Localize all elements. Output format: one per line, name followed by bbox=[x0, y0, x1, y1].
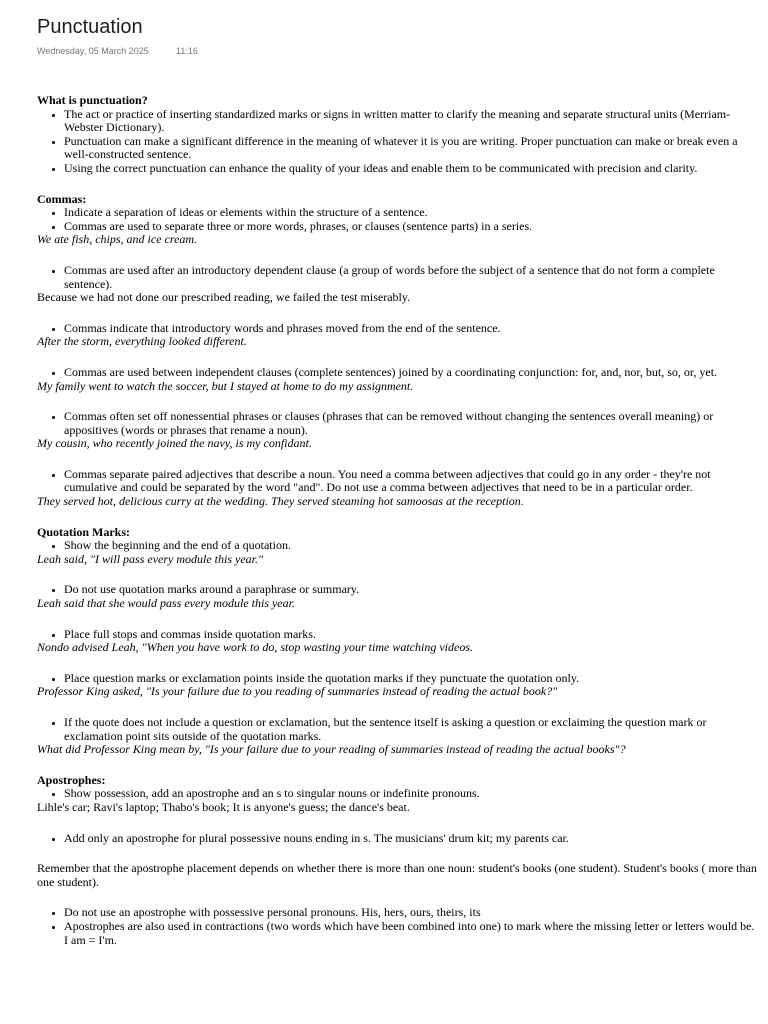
heading-commas: Commas: bbox=[37, 191, 87, 206]
list-item: • If the quote does not include a question or exclamation, but the sentence itself is asking a question or exclaiming the question mark or exclamation point sits outside of the quotation marks. bbox=[64, 716, 757, 743]
list-item: • Apostrophes are also used in contractions (two words which have been combined into one) to mark where the missing letter or letters would be. I am = I'm. bbox=[64, 920, 757, 947]
list-commas-4 bbox=[37, 366, 757, 380]
list-item: • The act or practice of inserting standardized marks or signs in written matter to clarify the meaning and separate structural units (Merriam-Webster Dictionary). bbox=[64, 108, 757, 135]
apostrophe-note: Remember that the apostrophe placement depends on whether there is more than one noun: student's books (one student). Student's books ( more than one student). bbox=[37, 861, 757, 889]
list-item: • Punctuation can make a significant difference in the meaning of whatever it is you are writing. Proper punctuation can make or break even a well-constructed sentence. bbox=[64, 135, 757, 162]
example-text: After the storm, everything looked different. bbox=[37, 334, 247, 349]
spacer bbox=[37, 699, 757, 716]
spacer bbox=[37, 566, 757, 583]
list-item: • Commas are used between independent clauses (complete sentences) joined by a coordinating conjunction: for, and, nor, but, so, or, yet. bbox=[64, 366, 757, 380]
example-text: Leah said, "I will pass every module this year." bbox=[37, 551, 264, 566]
list-commas-1 bbox=[37, 206, 757, 233]
list-item: • Add only an apostrophe for plural possessive nouns ending in s. The musicians' drum kit; my parents car. bbox=[64, 832, 757, 846]
list-item: • Place question marks or exclamation points inside the quotation marks if they punctuate the quotation only. bbox=[64, 672, 757, 686]
list-apostrophes-2 bbox=[37, 832, 757, 846]
list-item: • Do not use quotation marks around a paraphrase or summary. bbox=[64, 583, 757, 597]
list-item: • Commas separate paired adjectives that describe a noun. You need a comma between adjectives that could go in any order - they're not cumulative and could be separated by the word "and". Do not use a comma between adjectives that need to be in a particular order. bbox=[64, 468, 757, 495]
list-quotes-4 bbox=[37, 672, 757, 686]
list-item: • Commas are used after an introductory dependent clause (a group of words before the subject of a sentence that do not form a complete sentence). bbox=[64, 264, 757, 291]
example-text: Nondo advised Leah, "When you have work to do, stop wasting your time watching videos. bbox=[37, 640, 473, 655]
list-apostrophes-1 bbox=[37, 787, 757, 801]
spacer bbox=[37, 305, 757, 322]
spacer bbox=[37, 757, 757, 774]
heading-what-is-punctuation: What is punctuation? bbox=[37, 93, 148, 107]
example-text: Lihle's car; Ravi's laptop; Thabo's book; It is anyone's guess; the dance's beat. bbox=[37, 799, 410, 814]
list-item: • Commas often set off nonessential phrases or clauses (phrases that can be removed without changing the sentences overall meaning) or appositives (words or phrases that rename a noun). bbox=[64, 410, 757, 437]
spacer bbox=[37, 889, 757, 906]
list-item: • Show the beginning and the end of a quotation. bbox=[64, 539, 757, 553]
spacer bbox=[37, 247, 757, 264]
example-text: Leah said that she would pass every module this year. bbox=[37, 596, 295, 611]
list-item: • Indicate a separation of ideas or elements within the structure of a sentence. bbox=[64, 206, 757, 220]
list-apostrophes-3 bbox=[37, 906, 757, 947]
example-text: What did Professor King mean by, "Is your failure due to your reading of summaries instead of reading the actual books"? bbox=[37, 742, 626, 757]
list-commas-5 bbox=[37, 410, 757, 437]
example-text: My cousin, who recently joined the navy, is my confidant. bbox=[37, 436, 312, 451]
page-title: Punctuation bbox=[37, 16, 143, 38]
list-quotes-3 bbox=[37, 628, 757, 642]
list-quotes-1 bbox=[37, 539, 757, 553]
example-text: Because we had not done our prescribed reading, we failed the test miserably. bbox=[37, 290, 411, 305]
list-quotes-2 bbox=[37, 583, 757, 597]
page-date: Wednesday, 05 March 2025 bbox=[37, 46, 149, 56]
list-quotes-5 bbox=[37, 716, 757, 743]
list-item: • Commas are used to separate three or more words, phrases, or clauses (sentence parts) in a series. bbox=[64, 220, 757, 234]
spacer bbox=[37, 655, 757, 672]
list-commas-2 bbox=[37, 264, 757, 291]
list-item: • Place full stops and commas inside quotation marks. bbox=[64, 628, 757, 642]
example-text: We ate fish, chips, and ice cream. bbox=[37, 232, 198, 247]
spacer bbox=[37, 509, 757, 526]
spacer bbox=[37, 451, 757, 468]
page-time: 11:16 bbox=[176, 46, 198, 56]
example-text: Professor King asked, "Is your failure due to you reading of summaries instead of reading the actual book?" bbox=[37, 684, 558, 699]
list-commas-6 bbox=[37, 468, 757, 495]
example-text: My family went to watch the soccer, but I stayed at home to do my assignment. bbox=[37, 378, 414, 393]
spacer bbox=[37, 815, 757, 832]
list-item: • Show possession, add an apostrophe and an s to singular nouns or indefinite pronouns. bbox=[64, 787, 757, 801]
spacer bbox=[37, 349, 757, 366]
list-what bbox=[37, 108, 757, 176]
spacer bbox=[37, 845, 757, 862]
list-item: • Commas indicate that introductory words and phrases moved from the end of the sentence. bbox=[64, 322, 757, 336]
heading-apostrophes: Apostrophes: bbox=[37, 772, 106, 787]
list-item: • Do not use an apostrophe with possessive personal pronouns. His, hers, ours, theirs, its bbox=[64, 906, 757, 920]
heading-quotation-marks: Quotation Marks: bbox=[37, 524, 130, 539]
spacer bbox=[37, 176, 757, 193]
example-text: They served hot, delicious curry at the wedding. They served steaming hot samoosas at the reception. bbox=[37, 494, 524, 509]
list-item: • Using the correct punctuation can enhance the quality of your ideas and enable them to be communicated with precision and clarity. bbox=[64, 162, 757, 176]
spacer bbox=[37, 393, 757, 410]
spacer bbox=[37, 611, 757, 628]
note-body bbox=[37, 94, 757, 947]
list-commas-3 bbox=[37, 322, 757, 336]
